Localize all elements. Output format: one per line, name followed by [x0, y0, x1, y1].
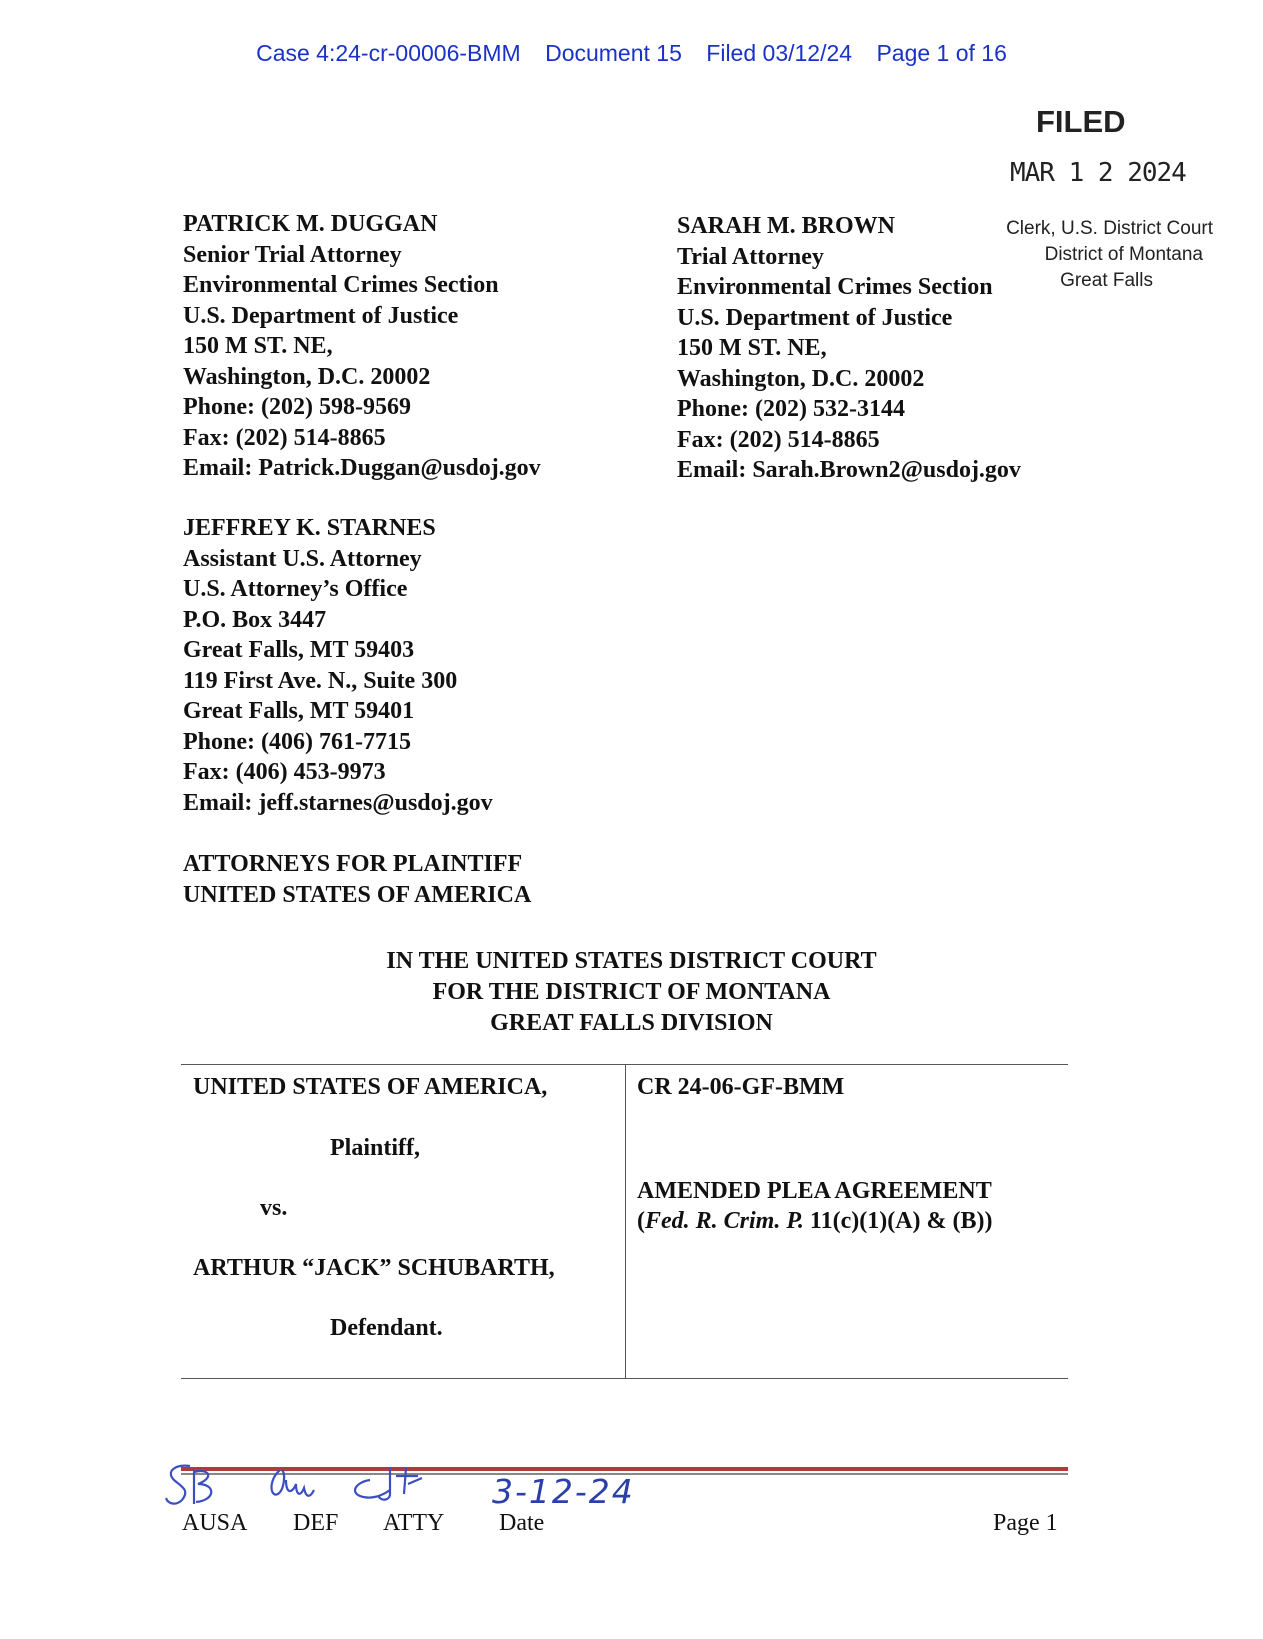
attorney-name: JEFFREY K. STARNES — [183, 515, 436, 541]
attorney-title: Senior Trial Attorney — [183, 241, 402, 268]
ecf-header — [0, 40, 1263, 67]
attorney-phone: Phone: (406) 761-7715 — [183, 728, 411, 755]
attorney-section: Environmental Crimes Section — [183, 272, 499, 298]
rule-citation-rest: 11(c)(1)(A) & (B)) — [803, 1208, 993, 1234]
attorney-city: Washington, D.C. 20002 — [183, 363, 431, 390]
attorney-dept: U.S. Department of Justice — [677, 304, 953, 331]
court-line: IN THE UNITED STATES DISTRICT COURT — [386, 948, 877, 974]
attorney-section: Environmental Crimes Section — [677, 274, 993, 300]
clerk-line: Clerk, U.S. District Court — [1006, 218, 1213, 239]
attorney-email: Email: Patrick.Duggan@usdoj.gov — [183, 455, 541, 481]
court-heading — [0, 946, 1263, 1039]
attorney-city: Washington, D.C. 20002 — [677, 365, 925, 392]
case-number: Case 4:24-cr-00006-BMM — [256, 40, 521, 66]
attorney-pobox: P.O. Box 3447 — [183, 606, 327, 633]
attorney-title: Trial Attorney — [677, 243, 824, 270]
attorney-phone: Phone: (202) 598-9569 — [183, 394, 411, 420]
attorney-title: Assistant U.S. Attorney — [183, 545, 422, 572]
attorney-phone: Phone: (202) 532-3144 — [677, 396, 905, 422]
filed-date: Filed 03/12/24 — [706, 40, 853, 66]
filed-stamp: FILED — [1036, 104, 1126, 139]
clerk-line: District of Montana — [1044, 244, 1203, 265]
attorney-email: Email: Sarah.Brown2@usdoj.gov — [677, 457, 1021, 483]
attorney-street: 150 M ST. NE, — [677, 335, 827, 361]
court-line: FOR THE DISTRICT OF MONTANA — [432, 979, 831, 1005]
rule-citation-italic: Fed. R. Crim. P. — [645, 1208, 804, 1234]
attorney-name: SARAH M. BROWN — [677, 213, 896, 239]
attorney-block-duggan — [183, 209, 541, 484]
attorney-office: U.S. Attorney’s Office — [183, 576, 408, 602]
attorney-name: PATRICK M. DUGGAN — [183, 211, 438, 237]
footer-label-def: DEF — [293, 1510, 339, 1536]
attorney-dept: U.S. Department of Justice — [183, 302, 459, 329]
attorney-city: Great Falls, MT 59403 — [183, 637, 415, 663]
attorney-fax: Fax: (202) 514-8865 — [677, 426, 880, 453]
page-count: Page 1 of 16 — [876, 40, 1007, 66]
attorney-email: Email: jeff.starnes@usdoj.gov — [183, 789, 493, 816]
caption-divider — [625, 1064, 626, 1378]
attorney-street: 150 M ST. NE, — [183, 333, 333, 359]
attorneys-for-line: UNITED STATES OF AMERICA — [183, 881, 532, 908]
document-title: AMENDED PLEA AGREEMENT — [637, 1178, 992, 1204]
attorney-block-starnes — [183, 513, 493, 818]
rule-citation: (Fed. R. Crim. P. 11(c)(1)(A) & (B)) — [637, 1208, 993, 1234]
attorney-street: 119 First Ave. N., Suite 300 — [183, 667, 458, 694]
clerk-line: Great Falls — [1060, 270, 1153, 291]
attorneys-for-line: ATTORNEYS FOR PLAINTIFF — [183, 851, 523, 877]
footer-page-number: Page 1 — [993, 1510, 1058, 1536]
attorney-block-brown — [677, 211, 1021, 486]
filed-stamp-date: MAR 1 2 2024 — [1010, 158, 1186, 188]
plaintiff-name: UNITED STATES OF AMERICA, — [193, 1074, 548, 1100]
caption-bottom-rule — [181, 1378, 1068, 1379]
plaintiff-label: Plaintiff, — [330, 1135, 420, 1161]
footer-label-atty: ATTY — [383, 1510, 445, 1536]
footer-label-date: Date — [499, 1510, 545, 1536]
attorney-fax: Fax: (406) 453-9973 — [183, 759, 386, 785]
versus: vs. — [260, 1195, 288, 1221]
case-docket-number: CR 24-06-GF-BMM — [637, 1074, 845, 1100]
document-number: Document 15 — [545, 40, 682, 66]
attorney-fax: Fax: (202) 514-8865 — [183, 424, 386, 451]
handwritten-date: 3-12-24 — [492, 1472, 635, 1511]
attorney-city: Great Falls, MT 59401 — [183, 698, 415, 724]
attorneys-for-plaintiff — [183, 849, 531, 910]
court-line: GREAT FALLS DIVISION — [490, 1010, 773, 1036]
defendant-label: Defendant. — [330, 1315, 443, 1341]
footer-label-ausa: AUSA — [182, 1510, 248, 1536]
defendant-name: ARTHUR “JACK” SCHUBARTH, — [193, 1255, 555, 1281]
